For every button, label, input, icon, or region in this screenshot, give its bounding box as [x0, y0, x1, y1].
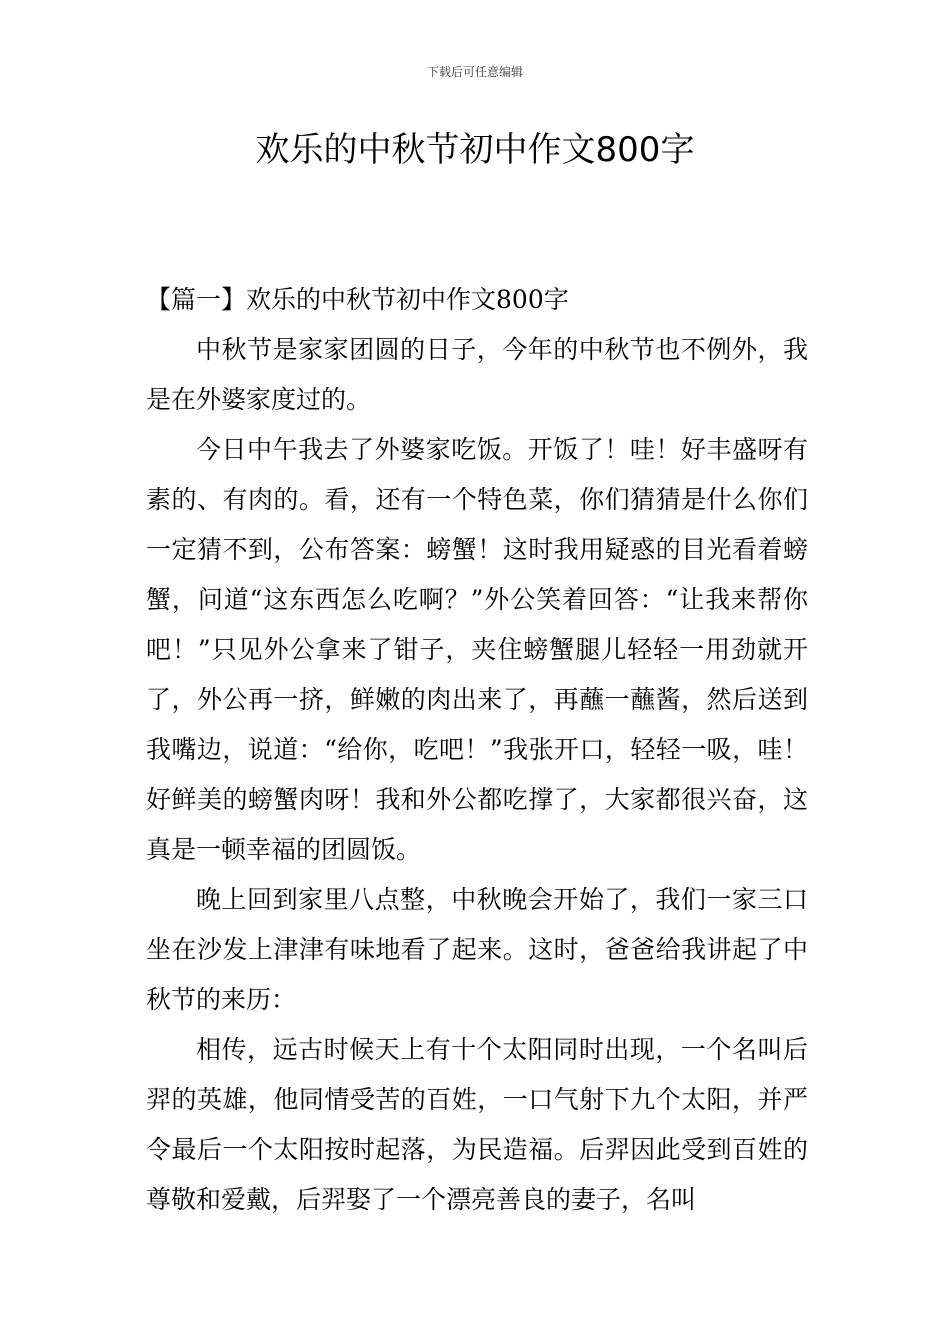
paragraph-3: 晚上回到家里八点整，中秋晚会开始了，我们一家三口坐在沙发上津津有味地看了起来。这时，爸爸给我讲起了中秋节的来历： — [146, 885, 808, 1014]
section-heading: 【篇一】欢乐的中秋节初中作文800字 — [146, 285, 569, 314]
paragraph-2: 今日中午我去了外婆家吃饭。开饭了！哇！好丰盛呀有素的、有肉的。看，还有一个特色菜，你们猜猜是什么你们一定猜不到，公布答案：螃蟹！这时我用疑惑的目光看着螃蟹，问道“这东西怎么吃啊？”外公笑着回答：“让我来帮你吧！”只见外公拿来了钳子，夹住螃蟹腿儿轻轻一用劲就开了，外公再一挤，鲜嫩的肉出来了，再蘸一蘸酱，然后送到我嘴边，说道：“给你，吃吧！”我张开口，轻轻一吸，哇！好鲜美的螃蟹肉呀！我和外公都吃撑了，大家都很兴奋，这真是一顿幸福的团圆饭。 — [146, 435, 808, 864]
document-body — [146, 275, 808, 1225]
paragraph-1: 中秋节是家家团圆的日子，今年的中秋节也不例外，我是在外婆家度过的。 — [146, 335, 808, 414]
header-note: 下载后可任意编辑 — [426, 65, 523, 79]
paragraph-4: 相传，远古时候天上有十个太阳同时出现，一个名叫后羿的英雄，他同情受苦的百姓，一口气射下九个太阳，并严令最后一个太阳按时起落，为民造福。后羿因此受到百姓的尊敬和爱戴，后羿娶了一个漂亮善良的妻子，名叫 — [146, 1035, 808, 1214]
document-title: 欢乐的中秋节初中作文800字 — [255, 130, 695, 170]
